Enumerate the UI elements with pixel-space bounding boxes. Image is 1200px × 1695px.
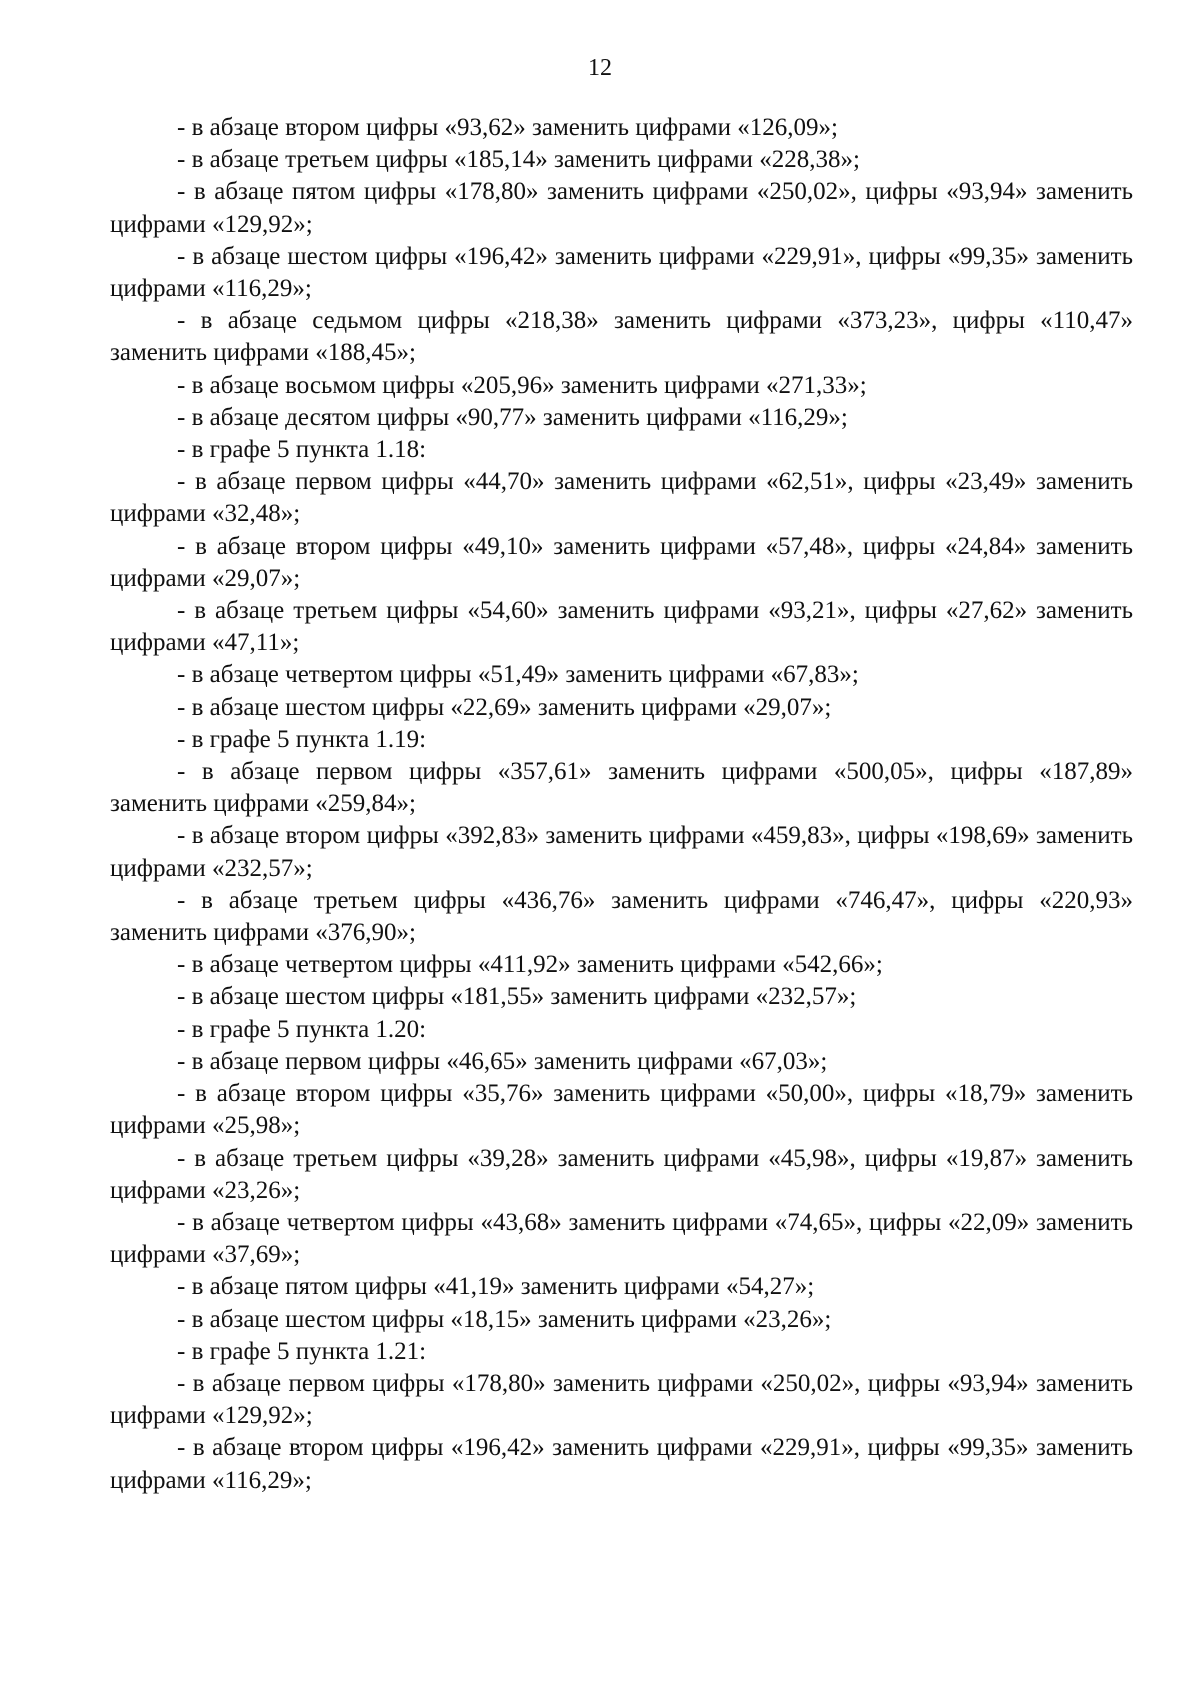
- amendment-paragraph: - в абзаце третьем цифры «185,14» заменить цифрами «228,38»;: [177, 146, 860, 174]
- section-heading: - в графе 5 пункта 1.20:: [177, 1015, 427, 1043]
- section-heading: - в графе 5 пункта 1.21:: [177, 1337, 427, 1365]
- amendment-paragraph: - в абзаце восьмом цифры «205,96» заменить цифрами «271,33»;: [177, 371, 867, 399]
- amendment-paragraph: - в абзаце втором цифры «49,10» заменить цифрами «57,48», цифры «24,84» заменить цифрами «29,07»;: [110, 532, 1133, 592]
- amendment-paragraph: - в абзаце втором цифры «196,42» заменить цифрами «229,91», цифры «99,35» заменить цифрами «116,29»;: [110, 1434, 1133, 1494]
- section-heading: - в графе 5 пункта 1.19:: [177, 725, 427, 753]
- amendment-list: [110, 112, 1133, 1497]
- amendment-paragraph: - в абзаце шестом цифры «196,42» заменить цифрами «229,91», цифры «99,35» заменить цифрами «116,29»;: [110, 242, 1133, 303]
- amendment-paragraph: - в абзаце третьем цифры «54,60» заменить цифрами «93,21», цифры «27,62» заменить цифрами «47,11»;: [110, 597, 1133, 657]
- amendment-paragraph: - в абзаце десятом цифры «90,77» заменить цифрами «116,29»;: [177, 403, 848, 431]
- amendment-paragraph: - в абзаце третьем цифры «39,28» заменить цифрами «45,98», цифры «19,87» заменить цифрами «23,26»;: [110, 1144, 1133, 1204]
- amendment-paragraph: - в абзаце втором цифры «35,76» заменить цифрами «50,00», цифры «18,79» заменить цифрами «25,98»;: [110, 1080, 1133, 1140]
- amendment-paragraph: - в абзаце седьмом цифры «218,38» заменить цифрами «373,23», цифры «110,47» заменить цифрами «188,45»;: [110, 307, 1133, 367]
- amendment-paragraph: - в абзаце втором цифры «392,83» заменить цифрами «459,83», цифры «198,69» заменить цифрами «232,57»;: [110, 822, 1133, 882]
- amendment-paragraph: - в абзаце первом цифры «46,65» заменить цифрами «67,03»;: [177, 1047, 828, 1075]
- amendment-paragraph: - в абзаце первом цифры «44,70» заменить цифрами «62,51», цифры «23,49» заменить цифрами «32,48»;: [110, 468, 1133, 528]
- amendment-paragraph: - в абзаце втором цифры «93,62» заменить цифрами «126,09»;: [177, 114, 838, 141]
- amendment-paragraph: - в абзаце пятом цифры «41,19» заменить цифрами «54,27»;: [177, 1273, 815, 1301]
- amendment-paragraph: - в абзаце первом цифры «178,80» заменить цифрами «250,02», цифры «93,94» заменить цифрами «129,92»;: [110, 1369, 1133, 1430]
- amendment-paragraph: - в абзаце четвертом цифры «411,92» заменить цифрами «542,66»;: [177, 951, 883, 979]
- amendment-paragraph: - в абзаце третьем цифры «436,76» заменить цифрами «746,47», цифры «220,93» заменить цифрами «376,90»;: [110, 886, 1133, 947]
- amendment-paragraph: - в абзаце первом цифры «357,61» заменить цифрами «500,05», цифры «187,89» заменить цифрами «259,84»;: [110, 758, 1133, 818]
- amendment-paragraph: - в абзаце четвертом цифры «51,49» заменить цифрами «67,83»;: [177, 661, 859, 689]
- amendment-paragraph: - в абзаце шестом цифры «181,55» заменить цифрами «232,57»;: [177, 983, 857, 1011]
- amendment-paragraph: - в абзаце шестом цифры «22,69» заменить цифрами «29,07»;: [177, 693, 832, 721]
- section-heading: - в графе 5 пункта 1.18:: [177, 436, 427, 464]
- page-number: 12: [588, 55, 612, 81]
- amendment-paragraph: - в абзаце четвертом цифры «43,68» заменить цифрами «74,65», цифры «22,09» заменить цифрами «37,69»;: [110, 1208, 1133, 1269]
- amendment-paragraph: - в абзаце шестом цифры «18,15» заменить цифрами «23,26»;: [177, 1305, 832, 1333]
- amendment-paragraph: - в абзаце пятом цифры «178,80» заменить цифрами «250,02», цифры «93,94» заменить цифрами «129,92»;: [110, 178, 1133, 238]
